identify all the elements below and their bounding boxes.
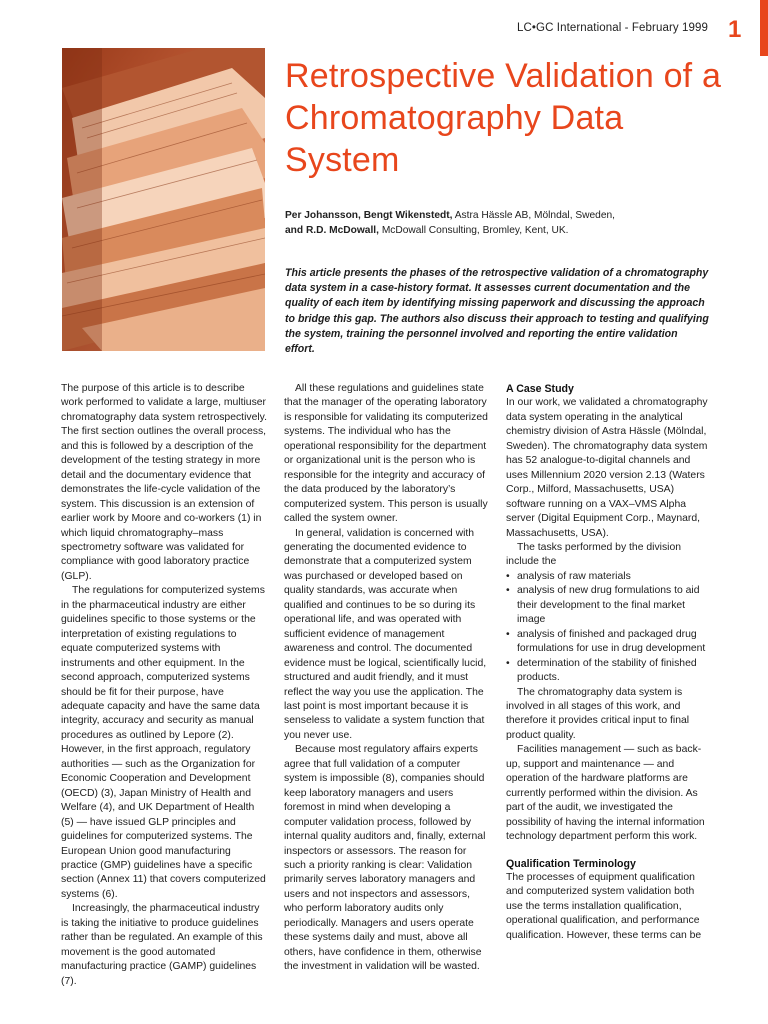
bullet-icon: • xyxy=(506,570,510,582)
author-affiliation-1: Astra Hässle AB, Mölndal, Sweden, xyxy=(454,210,615,221)
article-title: Retrospective Validation of a Chromatography Data System xyxy=(285,57,722,179)
article-photo xyxy=(62,48,265,351)
section-heading-qualification-terminology: Qualification Terminology xyxy=(506,857,636,870)
paragraph: Increasingly, the pharmaceutical industry is taking the initiative to produce guidelines rather than be regulated. An example of this movement is the good automated manufacturing practice (GAMP) guidelines (7). xyxy=(61,903,263,987)
body-column-3 xyxy=(506,382,713,943)
paragraph: All these regulations and guidelines state that the manager of the operating laboratory is responsible for validating its computerized systems. The individual who has the operational responsibility for the department or organizational unit is the person who is responsible for the integrity and accuracy of the data produced by the laboratory’s computerized system. This person is usually called the system owner. xyxy=(284,383,488,525)
author-affiliation-2: McDowall Consulting, Bromley, Kent, UK. xyxy=(381,225,569,236)
list-item-text: analysis of finished and packaged drug formulations for use in drug development xyxy=(517,628,706,655)
list-item xyxy=(506,570,713,584)
abstract: This article presents the phases of the retrospective validation of a chromatography data system in a case-history format. It assesses current documentation and the quality of each item by identifying missing paperwork and discussing the approach to bridge this gap. The authors also discuss their approach to testing and qualifying the system, training the personnel involved and reporting the entire validation effort. xyxy=(285,267,709,356)
bullet-icon: • xyxy=(506,628,510,640)
paragraph: Because most regulatory affairs experts agree that full validation of a computer system is impossible (8), companies should keep laboratory managers and users foremost in mind when developing a computer validation process, followed by internal quality auditors and, finally, external inspectors or assessors. The reason for such a priority ranking is clear: Validation primarily serves laboratory managers and users and not inspectors and assessors, who perform laboratory audits only periodically. Managers and users operate these systems daily and must, above all others, have confidence in them, otherwise the investment in validation will be wasted. xyxy=(284,744,486,973)
paragraph: The chromatography data system is involved in all stages of this work, and therefore it provides critical input to final product quality. xyxy=(506,686,690,741)
author-line-1 xyxy=(285,208,715,223)
paragraph: The processes of equipment qualification and computerized system validation both use the terms installation qualification, operational qualification, and performance qualification. However, these terms can be xyxy=(506,871,702,941)
list-item-text: determination of the stability of finished products. xyxy=(517,657,697,684)
section-heading-case-study: A Case Study xyxy=(506,383,574,395)
list-item xyxy=(506,657,713,686)
list-item-text: analysis of new drug formulations to aid their development to the final market image xyxy=(517,585,700,626)
paragraph: The tasks performed by the division include the xyxy=(506,541,682,568)
running-head: LC•GC International - February 1999 xyxy=(517,22,708,34)
paragraph: Facilities management — such as back-up, support and maintenance — and operation of the hardware platforms are currently performed within the division. As part of the audit, we investigated the possibility of having the internal information technology department perform this work. xyxy=(506,744,705,843)
body-column-1 xyxy=(61,382,268,989)
author-names-1: Per Johansson, Bengt Wikenstedt, xyxy=(285,210,453,221)
list-item xyxy=(506,584,713,627)
list-item-text: analysis of raw materials xyxy=(517,570,631,582)
page-number: 1 xyxy=(728,16,742,43)
paragraph: The regulations for computerized systems in the pharmaceutical industry are either guidelines specific to those systems or the interpretation of existing regulations to equate computerized systems with instruments and other equipment. In the second approach, computerized systems should be fit for their purpose, have adequate capacity and have the same data integrity, accuracy and security as manual procedures as outlined by Lepore (2). However, in the first approach, regulatory authorities — such as the Organization for Economic Cooperation and Development (OECD) (3), Japan Ministry of Health and Welfare (4), and UK Department of Health (5) — have issued GLP principles and guidelines for computerized systems. The European Union good manufacturing practice (GMP) guidelines have a specific section (Annex 11) that covers computerized systems (6). xyxy=(61,585,266,900)
bullet-icon: • xyxy=(506,657,510,669)
task-list xyxy=(506,570,713,686)
paragraph: In general, validation is concerned with generating the documented evidence to demonstrate that a computerized system was purchased or developed based on quality standards, was accurate when qualified and continues to be so during its operational life, and was operated with sufficient evidence of management awareness and control. The documented evidence must be logical, scientifically lucid, structured and audit friendly, and it must reflect the way you use the application. The last point is most important because it is senseless to validate a system function that you never use. xyxy=(284,527,487,741)
list-item xyxy=(506,628,713,657)
author-line-2 xyxy=(285,223,715,238)
author-names-2: and R.D. McDowall, xyxy=(285,225,379,236)
body-column-2 xyxy=(284,382,491,975)
bullet-icon: • xyxy=(506,585,510,597)
paragraph: In our work, we validated a chromatography data system operating in the analytical chemistry division of Astra Hässle (Mölndal, Sweden). The chromatography data system has 52 analogue-to-digital channels and uses Millennium 2020 version 2.13 (Waters Corp., Milford, Massachusetts, USA) software running on a VAX–VMS Alpha server (Digital Equipment Corp., Maynard, Massachusetts, USA). xyxy=(506,397,708,539)
author-block xyxy=(285,208,715,238)
paragraph: The purpose of this article is to describe work performed to validate a large, multiuser chromatography data system retrospectively. The first section outlines the overall process, and this is followed by a description of the development of the testing strategy in more detail and the documentary evidence that demonstrates the life-cycle validation of the system. This discussion is an extension of earlier work by Moore and co-workers (1) in which liquid chromatography–mass spectrometry software was validated for compliance with good laboratory practice (GLP). xyxy=(61,383,267,582)
orange-edge-tab xyxy=(760,0,768,56)
